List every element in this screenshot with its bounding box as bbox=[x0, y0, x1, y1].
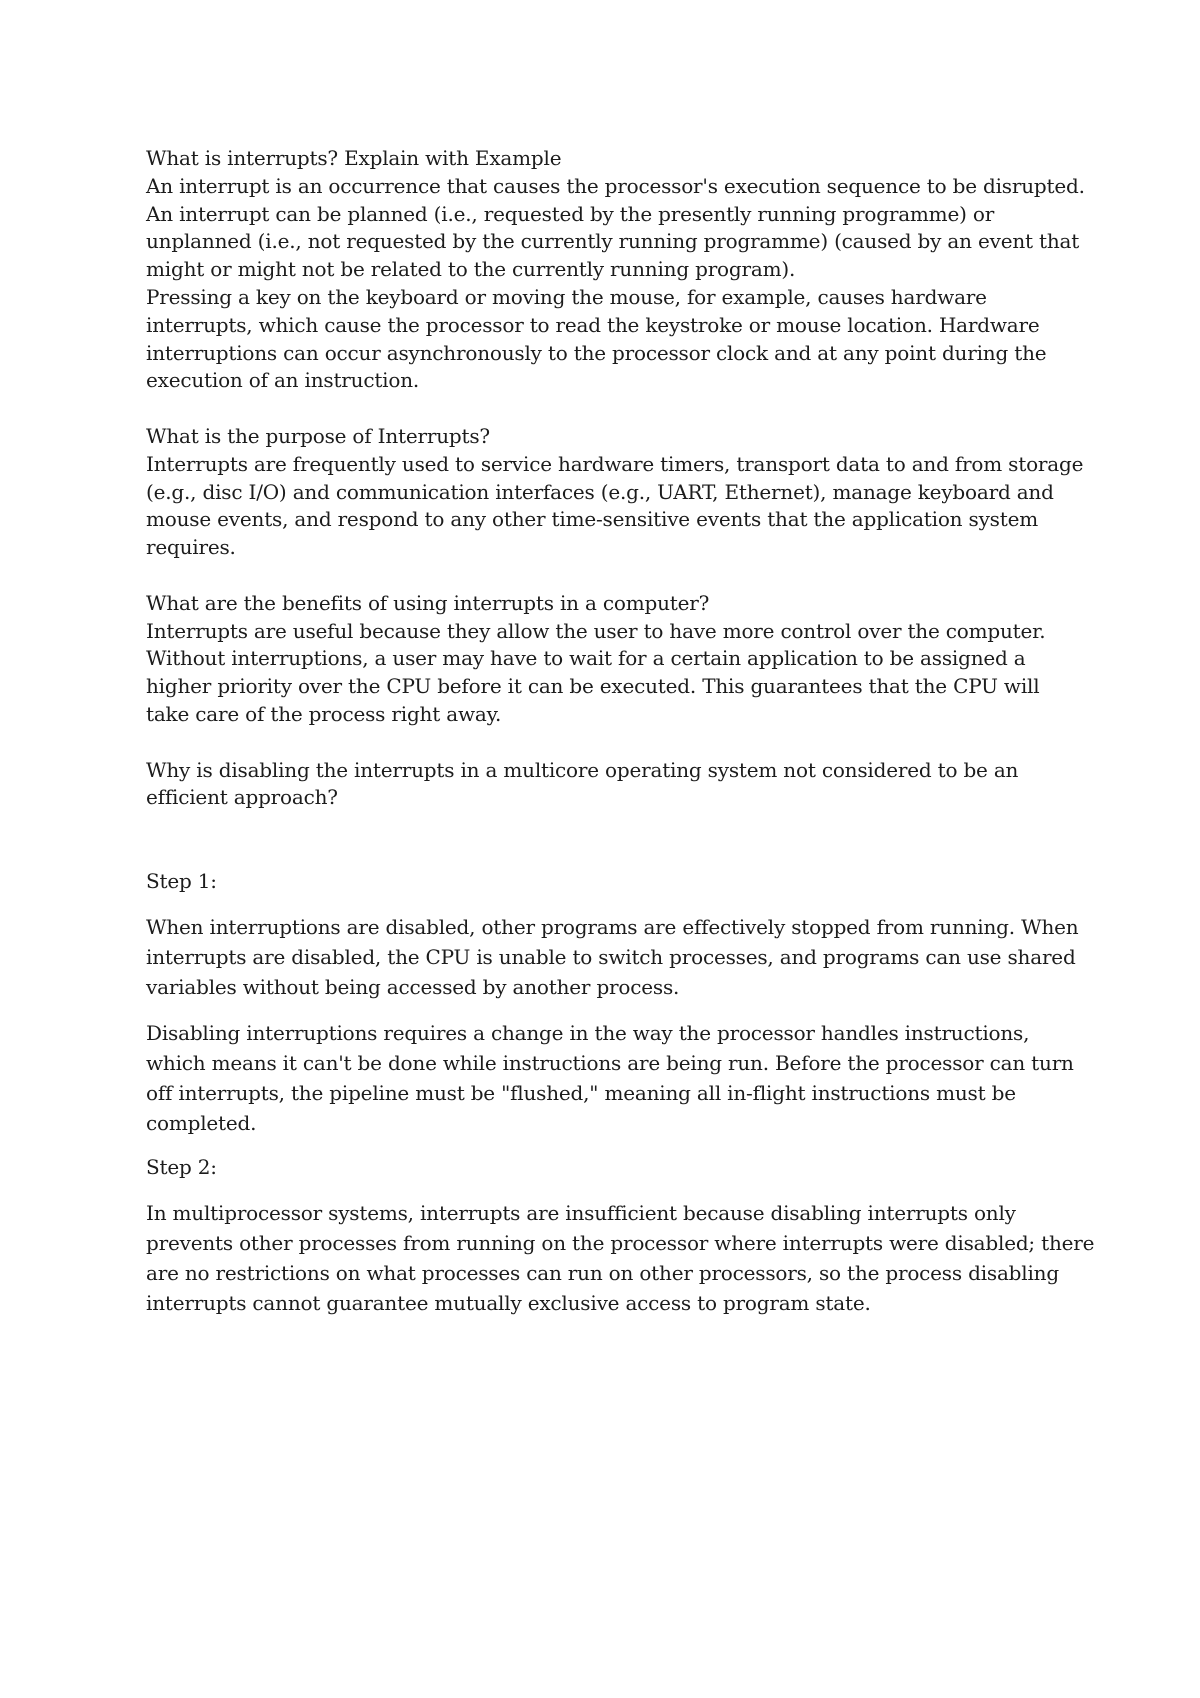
text-line: unplanned (i.e., not requested by the currently running programme) (caused by an event that bbox=[146, 229, 1080, 254]
section-interrupts-purpose bbox=[146, 423, 1084, 562]
text-line: interruptions can occur asynchronously to the processor clock and at any point during the bbox=[146, 340, 1047, 365]
text-line: Without interruptions, a user may have to wait for a certain application to be assigned a bbox=[146, 646, 1026, 671]
text-line: When interruptions are disabled, other programs are effectively stopped from running. When bbox=[146, 914, 1079, 939]
text-line: off interrupts, the pipeline must be "flushed," meaning all in-flight instructions must be bbox=[146, 1080, 1016, 1105]
text-line: (e.g., disc I/O) and communication interfaces (e.g., UART, Ethernet), manage keyboard and bbox=[146, 479, 1054, 504]
text-line: Interrupts are frequently used to service hardware timers, transport data to and from storage bbox=[146, 451, 1084, 476]
text-line: take care of the process right away. bbox=[146, 701, 502, 726]
text-line: interrupts cannot guarantee mutually exclusive access to program state. bbox=[146, 1290, 871, 1315]
text-line: An interrupt can be planned (i.e., requested by the presently running programme) or bbox=[146, 201, 995, 226]
text-line: Disabling interruptions requires a change in the way the processor handles instructions, bbox=[146, 1020, 1030, 1045]
text-line: interrupts are disabled, the CPU is unable to switch processes, and programs can use shared bbox=[146, 944, 1076, 969]
text-line: higher priority over the CPU before it can be executed. This guarantees that the CPU will bbox=[146, 674, 1040, 699]
step-2-label: Step 2: bbox=[146, 1154, 217, 1179]
step-2-paragraph-1 bbox=[146, 1198, 1095, 1318]
section-interrupts-definition bbox=[146, 145, 1085, 395]
text-line: variables without being accessed by another process. bbox=[146, 974, 680, 999]
question-heading: efficient approach? bbox=[146, 785, 338, 810]
question-heading: Why is disabling the interrupts in a multicore operating system not considered to be an bbox=[146, 757, 1019, 782]
text-line: Interrupts are useful because they allow the user to have more control over the computer. bbox=[146, 618, 1046, 643]
text-line: requires. bbox=[146, 535, 236, 560]
step-1-paragraph-1 bbox=[146, 912, 1079, 1002]
document-page bbox=[146, 145, 1095, 1334]
text-line: An interrupt is an occurrence that causes the processor's execution sequence to be disrupted. bbox=[146, 173, 1085, 198]
text-line: interrupts, which cause the processor to read the keystroke or mouse location. Hardware bbox=[146, 312, 1040, 337]
section-multicore-question bbox=[146, 757, 1076, 813]
text-line: In multiprocessor systems, interrupts are insufficient because disabling interrupts only bbox=[146, 1200, 1016, 1225]
step-1-label: Step 1: bbox=[146, 868, 217, 893]
spacer bbox=[146, 840, 1076, 868]
text-line: which means it can't be done while instructions are being run. Before the processor can turn bbox=[146, 1050, 1074, 1075]
section-interrupts-benefits bbox=[146, 590, 1076, 729]
text-line: are no restrictions on what processes can run on other processors, so the process disabling bbox=[146, 1260, 1059, 1285]
question-heading: What are the benefits of using interrupts in a computer? bbox=[146, 590, 710, 615]
text-line: execution of an instruction. bbox=[146, 368, 420, 393]
question-heading: What is the purpose of Interrupts? bbox=[146, 423, 490, 448]
text-line: Pressing a key on the keyboard or moving the mouse, for example, causes hardware bbox=[146, 284, 987, 309]
text-line: prevents other processes from running on the processor where interrupts were disabled; there bbox=[146, 1230, 1095, 1255]
text-line: might or might not be related to the currently running program). bbox=[146, 257, 796, 282]
step-1-paragraph-2 bbox=[146, 1018, 1076, 1138]
question-heading: What is interrupts? Explain with Example bbox=[146, 146, 562, 170]
text-line: mouse events, and respond to any other time-sensitive events that the application system bbox=[146, 507, 1038, 532]
text-line: completed. bbox=[146, 1110, 257, 1135]
